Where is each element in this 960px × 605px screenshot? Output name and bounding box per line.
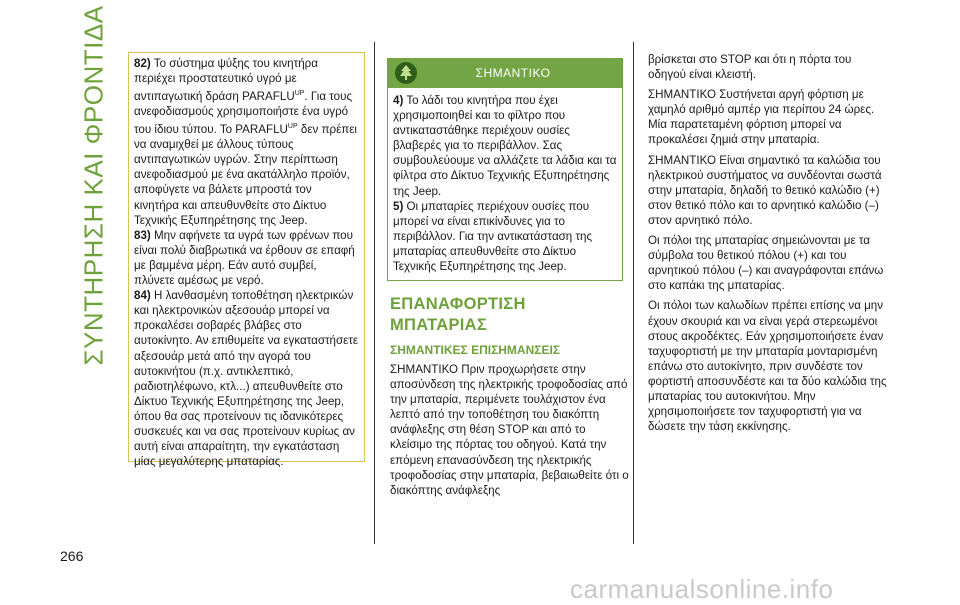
section-body-text: ΣΗΜΑΝΤΙΚΟ Πριν προχωρήσετε στην αποσύνδεση της ηλεκτρικής τροφοδοσίας από την μπαταρία, περιμένετε τουλάχιστον ένα λεπτό από την τοποθέτηση του διακόπτη ανάφλεξης στη θέση STOP και από το κλείσιμο της πόρτας του οδηγού. Κατά την επόμενη επανασύνδεση της ηλεκτρικής τροφοδοσίας στην μπαταρία, βεβαιωθείτε ότι ο διακόπτης ανάφλεξης (390, 363, 629, 497)
note-84-number: 84) (134, 289, 151, 303)
warning-5-number: 5) (393, 199, 404, 213)
warning-4 (393, 93, 617, 199)
warning-5-text: Οι μπαταρίες περιέχουν ουσίες που μπορεί να είναι επικίνδυνες για το περιβάλλον. Για την αντικατάσταση της μπαταρίας απευθυνθείτε στο Δίκτυο Τεχνικής Εξυπηρέτησης της Jeep. (393, 199, 593, 274)
superscript-up-2: UP (287, 123, 298, 131)
note-82 (134, 56, 359, 228)
warning-4-number: 4) (393, 94, 404, 107)
note-82-text-a: Το σύστημα ψύξης του κινητήρα περιέχει προστατευτικό υγρό με αντιπαγωτική δράση PARAFLU (134, 57, 318, 104)
chapter-title-text: ΣΥΝΤΗΡΗΣΗ ΚΑΙ ΦΡΟΝΤΙΔΑ (78, 4, 109, 366)
paragraph-4: Οι πόλοι της μπαταρίας σημειώνονται με τα σύμβολα του θετικού πόλου (+) και του αρνητικού πόλου (–) και αναγράφονται επάνω στο καπάκι της μπαταρίας. (648, 234, 884, 293)
footer-watermark (570, 574, 960, 604)
note-84-text: Η λανθασμένη τοποθέτηση ηλεκτρικών και ηλεκτρονικών αξεσουάρ μπορεί να προκαλέσει σοβαρές βλάβες στο αυτοκίνητο. Αν επιθυμείτε να εγκαταστήσετε αξεσουάρ μετά από την αγορά του αυτοκινήτου (π.χ. αντικλεπτικό, ραδιοτηλέφωνο, κτλ...) απευθυνθείτε στο Δίκτυο Τεχνικής Εξυπηρέτησης της Jeep, όπου θα σας προτείνουν τις ιδανικότερες συσκευές και να σας προτείνουν κυρίως αν αυτή είναι απαραίτητη, την εγκατάσταση μίας μεγαλύτερης μπαταρίας. (134, 289, 359, 469)
warning-body (387, 88, 623, 281)
warning-header (387, 58, 623, 88)
note-84 (134, 288, 359, 469)
section-subtitle: ΣΗΜΑΝΤΙΚΕΣ ΕΠΙΣΗΜΑΝΣΕΙΣ (390, 343, 561, 357)
tree-icon (395, 62, 417, 84)
warning-box (387, 58, 623, 281)
note-82-text-b: . Για τους ανεφοδιασμούς χρησιμοποιήστε ένα υγρό του ίδιου τύπου. Το PARAFLU (134, 90, 353, 137)
superscript-up: UP (294, 90, 305, 98)
note-83 (134, 228, 359, 288)
column-divider-right (633, 42, 634, 544)
note-82-text-c: δεν πρέπει να αναμιχθεί με άλλους τύπους αντιπαγωτικών υγρών. Στην περίπτωση ανεφοδιασμού με ένα ακατάλληλο προϊόν, αποφύγετε να βάλετε μπροστά τον κινητήρα και απευθυνθείτε στο Δίκτυο Τεχνικής Εξυπηρέτησης της Jeep. (134, 123, 358, 227)
watermark-text: carmanualsonline.info (570, 574, 834, 604)
warning-title: ΣΗΜΑΝΤΙΚΟ (475, 66, 551, 80)
section-title-line2: ΜΠΑΤΑΡΙΑΣ (390, 316, 488, 334)
right-column (648, 52, 888, 439)
page-number: 266 (60, 548, 84, 564)
warning-4-text: Το λάδι του κινητήρα που έχει χρησιμοποιηθεί και το φίλτρο που αντικαταστάθηκε περιέχουν ουσίες βλαβερές για το περιβάλλον. Σας συμβουλεύουμε να αλλάζετε τα λάδια και τα φίλτρα στο Δίκτυο Τεχνικής Εξυπηρέτησης της Jeep. (393, 94, 617, 198)
section-title (390, 294, 630, 336)
column-divider-left (374, 42, 375, 544)
paragraph-5: Οι πόλοι των καλωδίων πρέπει επίσης να μην έχουν σκουριά και να είναι γερά στερεωμένοι στους ακροδέκτες. Εάν χρησιμοποιήσετε έναν ταχυφορτιστή με την μπαταρία μονταρισμένη επάνω στο αυτοκίνητο, πριν συνδέστε τον φορτιστή αποσυνδέστε και τα δύο καλώδια της μπαταρίας του αυτοκινήτου. Μην χρησιμοποιήσετε τον ταχυφορτιστή για να δώσετε την τάση εκκίνησης. (648, 299, 887, 434)
section-battery-recharge (390, 294, 630, 498)
paragraph-1: βρίσκεται στο STOP και ότι η πόρτα του οδηγού είναι κλειστή. (648, 53, 852, 82)
note-83-number: 83) (134, 228, 151, 242)
paragraph-2: ΣΗΜΑΝΤΙΚΟ Συστήνεται αργή φόρτιση με χαμηλό αριθμό αμπέρ για περίπου 24 ώρες. Μία παρατεταμένη φόρτιση μπορεί να προκαλέσει ζημιά στην μπαταρία. (648, 88, 875, 147)
warning-5 (393, 199, 617, 274)
paragraph-3: ΣΗΜΑΝΤΙΚΟ Είναι σημαντικό τα καλώδια του ηλεκτρικού συστήματος να συνδέονται σωστά στην μπαταρία, δηλαδή το θετικό καλώδιο (+) στον θετικό πόλο και το αρνητικό καλώδιο (–) στον αρνητικό πόλο. (648, 153, 882, 227)
section-title-line1: ΕΠΑΝΑΦΟΡΤΙΣΗ (390, 295, 526, 313)
note-83-text: Μην αφήνετε τα υγρά των φρένων που είναι πολύ διαβρωτικά να έρθουν σε επαφή με βαμμένα μέρη. Εάν αυτό συμβεί, πλύνετε αμέσως με νερό. (134, 228, 355, 288)
note-82-number: 82) (134, 57, 151, 70)
chapter-title (76, 4, 112, 366)
notes-box (128, 52, 365, 469)
